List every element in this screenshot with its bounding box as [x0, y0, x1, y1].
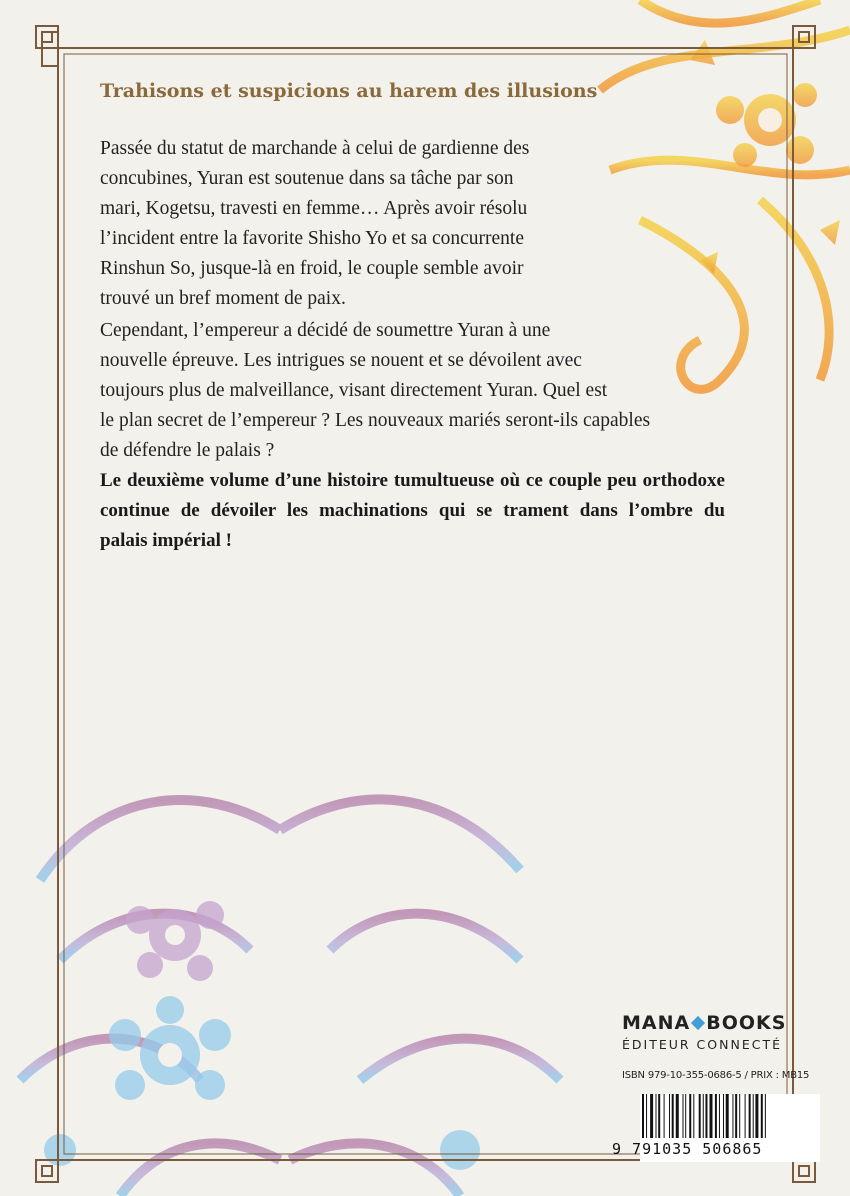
publisher-tagline: ÉDITEUR CONNECTÉ	[622, 1037, 782, 1052]
text-line: Passée du statut de marchande à celui de gardienne des	[100, 138, 530, 159]
text-line: nouvelle épreuve. Les intrigues se nouent et se dévoilent avec	[100, 350, 582, 371]
text-line: palais impérial !	[100, 530, 232, 551]
text-line: Le deuxième volume d’une histoire tumultueuse où ce couple peu orthodoxe	[100, 470, 725, 491]
purple-blue-ornament	[20, 799, 560, 1196]
text-line: l’incident entre la favorite Shisho Yo et sa concurrente	[100, 228, 525, 249]
text-line: mari, Kogetsu, travesti en femme… Après avoir résolu	[100, 198, 528, 219]
publisher-name-right: BOOKS	[706, 1012, 787, 1034]
publisher-logo	[622, 1012, 812, 1052]
text-line: Cependant, l’empereur a décidé de soumettre Yuran à une	[100, 320, 551, 341]
cover-headline: Trahisons et suspicions au harem des illusions	[100, 80, 598, 102]
synopsis-paragraph-1	[100, 134, 740, 314]
publisher-name-left: MANA	[622, 1012, 691, 1034]
blue-flower	[44, 996, 480, 1170]
text-line: Rinshun So, jusque-là en froid, le couple semble avoir	[100, 258, 524, 279]
text-line: toujours plus de malveillance, visant directement Yuran. Quel est	[100, 380, 608, 401]
text-line: de défendre le palais ?	[100, 440, 275, 461]
isbn-price-line: ISBN 979-10-355-0686-5 / PRIX : MB15	[622, 1070, 810, 1081]
diamond-icon	[691, 1015, 705, 1029]
text-line: concubines, Yuran est soutenue dans sa tâche par son	[100, 168, 514, 189]
text-line: continue de dévoiler les machinations qui se trament dans l’ombre du	[100, 500, 725, 521]
barcode	[640, 1094, 820, 1138]
synopsis-paragraph-2	[100, 316, 740, 466]
barcode-number: 9 791035 506865	[612, 1140, 763, 1158]
synopsis-paragraph-bold	[100, 466, 725, 556]
text-line: le plan secret de l’empereur ? Les nouveaux mariés seront-ils capables	[100, 410, 651, 431]
text-line: trouvé un bref moment de paix.	[100, 288, 346, 309]
